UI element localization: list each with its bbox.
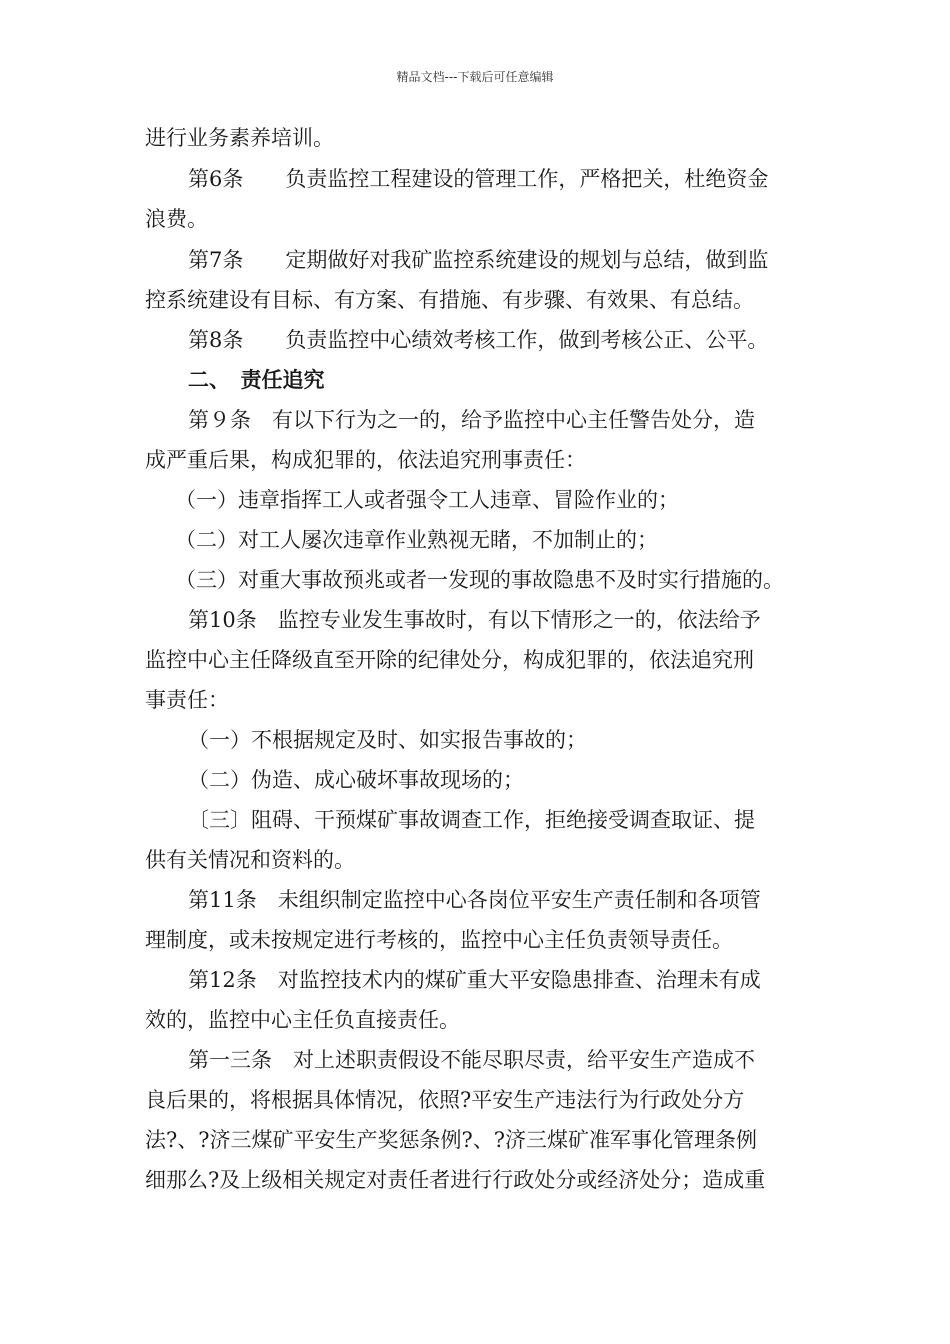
text-line: 控系统建设有目标、有方案、有措施、有步骤、有效果、有总结。 <box>145 288 754 312</box>
text-line: 成严重后果，构成犯罪的，依法追究刑事责任： <box>145 448 586 472</box>
text-line: （二）伪造、成心破坏事故现场的； <box>188 768 524 792</box>
text-line: 第９条 有以下行为之一的，给予监控中心主任警告处分，造 <box>188 408 755 432</box>
text-line: 第11条 未组织制定监控中心各岗位平安生产责任制和各项管 <box>188 888 761 912</box>
page-header: 精品文档---下载后可任意编辑 <box>396 70 554 84</box>
text-line: 进行业务素养培训。 <box>145 126 334 150</box>
text-line: 事责任： <box>145 688 229 712</box>
text-line: 浪费。 <box>145 207 208 231</box>
text-line: （三）对重大事故预兆或者一发现的事故隐患不及时实行措施的。 <box>175 568 784 592</box>
text-line: 供有关情况和资料的。 <box>145 848 355 872</box>
text-line: 第6条 负责监控工程建设的管理工作，严格把关，杜绝资金 <box>188 167 769 191</box>
text-line: 法?、?济三煤矿平安生产奖惩条例?、?济三煤矿准军事化管理条例 <box>145 1128 758 1152</box>
text-line: （二）对工人屡次违章作业熟视无睹，不加制止的； <box>175 528 658 552</box>
text-line: 第8条 负责监控中心绩效考核工作，做到考核公正、公平。 <box>188 328 769 352</box>
text-line: 第10条 监控专业发生事故时，有以下情形之一的，依法给予 <box>188 608 761 632</box>
text-line: 第12条 对监控技术内的煤矿重大平安隐患排查、治理未有成 <box>188 968 761 992</box>
text-line: 理制度，或未按规定进行考核的，监控中心主任负责领导责任。 <box>145 928 733 952</box>
text-line: 效的，监控中心主任负直接责任。 <box>145 1008 460 1032</box>
text-line: 细那么?及上级相关规定对责任者进行行政处分或经济处分；造成重 <box>145 1168 766 1192</box>
text-line: 第一三条 对上述职责假设不能尽职尽责，给平安生产造成不 <box>188 1048 755 1072</box>
text-line: 良后果的，将根据具体情况，依照?平安生产违法行为行政处分方 <box>145 1088 745 1112</box>
text-line: 〔三〕阻碍、干预煤矿事故调查工作，拒绝接受调查取证、提 <box>188 808 755 832</box>
text-line: （一）不根据规定及时、如实报告事故的； <box>188 728 587 752</box>
text-line: 监控中心主任降级直至开除的纪律处分，构成犯罪的，依法追究刑 <box>145 648 754 672</box>
text-line: （一）违章指挥工人或者强令工人违章、冒险作业的； <box>175 488 679 512</box>
section-heading: 二、 责任追究 <box>188 367 325 392</box>
text-line: 第7条 定期做好对我矿监控系统建设的规划与总结，做到监 <box>188 248 769 272</box>
